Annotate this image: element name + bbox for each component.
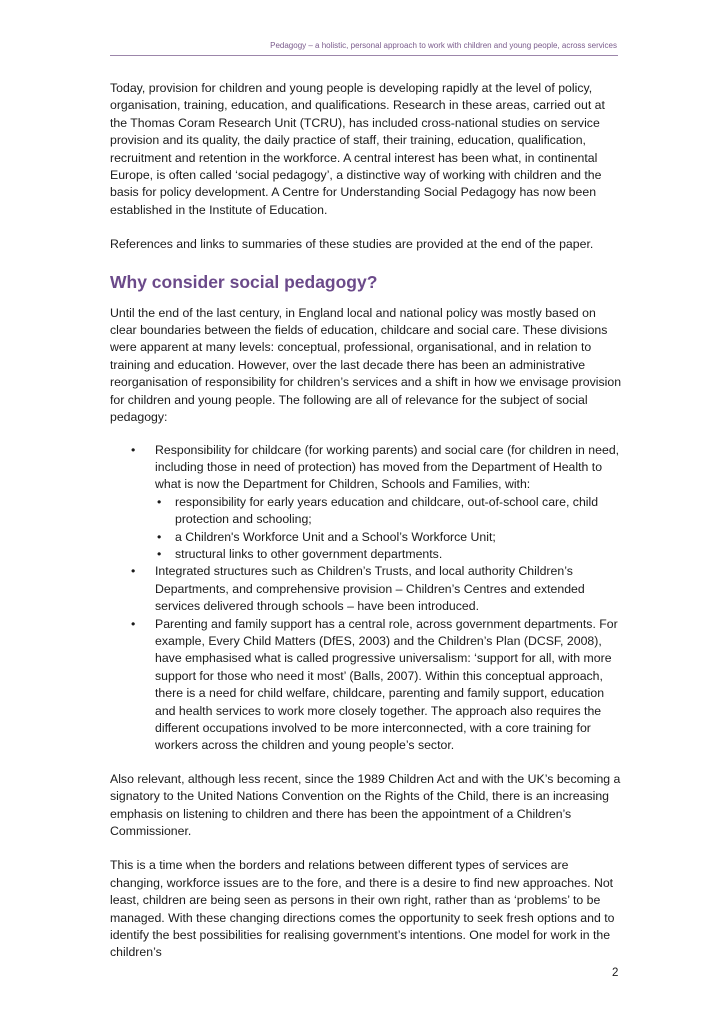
- sub-list-item: • responsibility for early years education and childcare, out-of-school care, child protection and schooling;: [155, 494, 622, 529]
- list-item-text: Parenting and family support has a central role, across government departments. For example, Every Child Matters (DfES, 2003) and the Children’s Plan (DCSF, 2008), have emphasised what is called progressive universalism: ‘support for all, with more support for those who need it most’ (Balls, 2007). Within this conceptual approach, there is a need for child welfare, childcare, parenting and family support, education and health services to work more closely together. The approach also requires the different occupations involved to be more interconnected, with a core training for workers across the children and young people’s sector.: [155, 616, 618, 753]
- relevant-paragraph: Also relevant, although less recent, since the 1989 Children Act and with the UK’s becoming a signatory to the United Nations Convention on the Rights of the Child, there is an increasing emphasis on listening to children and there has been the appointment of a Children’s Commissioner.: [110, 771, 621, 839]
- sub-list-item: • a Children's Workforce Unit and a School’s Workforce Unit;: [155, 529, 622, 546]
- section-heading: Why consider social pedagogy?: [110, 271, 378, 292]
- list-item-text: Integrated structures such as Children’s Trusts, and local authority Children’s Departments, and comprehensive provision – Children’s Centres and extended services delivered through schools – have been introduced.: [155, 564, 585, 614]
- list-item: [110, 563, 622, 615]
- header-rule: [110, 55, 618, 56]
- section-paragraph: Until the end of the last century, in England local and national policy was mostly based on clear boundaries between the fields of education, childcare and social care. These divisions were apparent at many levels: conceptual, professional, organisational, and in relation to training and education. However, over the last decade there has been an administrative reorganisation of responsibility for children’s services and a shift in how we envisage provision for children and young people. The following are all of relevance for the subject of social pedagogy:: [110, 305, 622, 425]
- list-item: [110, 616, 622, 755]
- page-number: 2: [612, 967, 619, 979]
- intro-paragraph: Today, provision for children and young people is developing rapidly at the level of policy, organisation, training, education, and qualifications. Research in these areas, carried out at the Thomas Coram Research Unit (TCRU), has included cross-national studies on service provision and its quality, the daily practice of staff, their training, education, qualification, recruitment and retention in the workforce. A central interest has been what, in continental Europe, is often called ‘social pedagogy’, a distinctive way of working with children and the basis for policy development. A Centre for Understanding Social Pedagogy has now been established in the Institute of Education.: [110, 81, 605, 217]
- running-header: Pedagogy – a holistic, personal approach to work with children and young people, across services: [270, 41, 617, 50]
- sub-list-item: • structural links to other government departments.: [155, 546, 622, 563]
- document-body: [110, 80, 622, 979]
- references-paragraph: References and links to summaries of these studies are provided at the end of the paper.: [110, 237, 594, 252]
- list-item: [110, 442, 622, 564]
- sub-bullet-list: [155, 494, 622, 564]
- bullet-list: [110, 442, 622, 755]
- list-item-text: Responsibility for childcare (for working parents) and social care (for children in need, including those in need of protection) has moved from the Department of Health to what is now the Department for Children, Schools and Families, with:: [155, 442, 620, 492]
- time-paragraph: This is a time when the borders and relations between different types of services are changing, workforce issues are to the fore, and there is a desire to find new approaches. Not least, children are being seen as persons in their own right, rather than as ‘problems’ to be managed. With these changing directions comes the opportunity to seek fresh options and to identify the best possibilities for realising government’s intentions. One model for work in the children’s: [110, 858, 615, 960]
